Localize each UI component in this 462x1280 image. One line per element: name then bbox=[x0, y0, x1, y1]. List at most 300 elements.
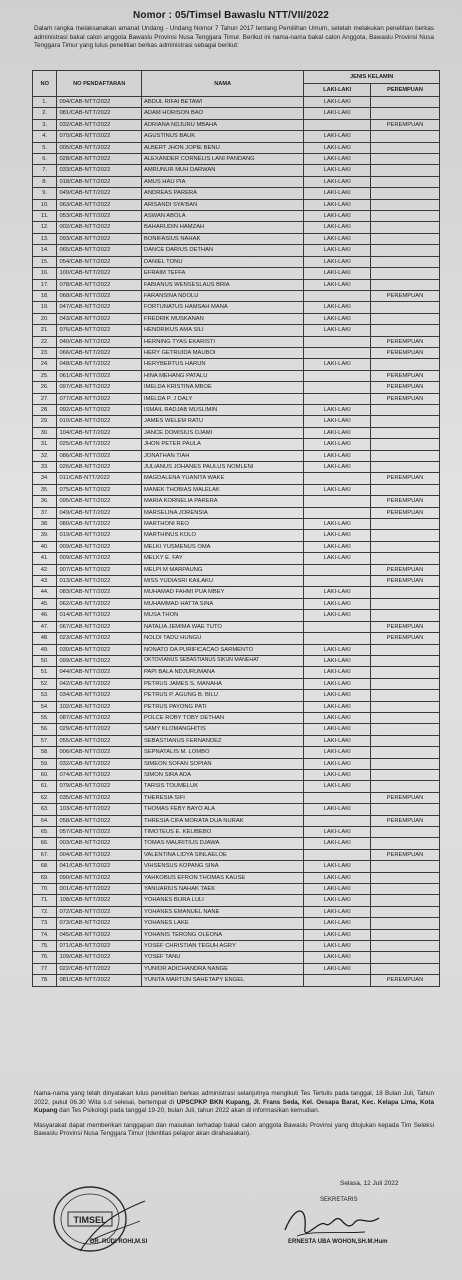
gender-male-cell bbox=[304, 815, 371, 826]
registration-number: 072/CAB-NTT/2022 bbox=[57, 906, 142, 917]
gender-female-cell bbox=[371, 712, 440, 723]
candidate-name: MELKI YUSMENUS OMA bbox=[141, 541, 303, 552]
table-row bbox=[33, 450, 440, 461]
row-number: 25. bbox=[33, 370, 57, 381]
row-number: 11. bbox=[33, 211, 57, 222]
gender-female-cell bbox=[371, 906, 440, 917]
table-row bbox=[33, 872, 440, 883]
gender-male-cell: LAKI-LAKI bbox=[304, 884, 371, 895]
gender-female-cell bbox=[371, 610, 440, 621]
row-number: 43. bbox=[33, 576, 57, 587]
candidate-name: MELKY E. FAY bbox=[141, 553, 303, 564]
candidate-name: ALEXANDER CORNELIS LANI PANDANG bbox=[141, 154, 303, 165]
candidate-name: VIHSENSUS KOPANG SINA bbox=[141, 861, 303, 872]
gender-male-cell: LAKI-LAKI bbox=[304, 530, 371, 541]
candidate-name: MARTHINUS KOLO bbox=[141, 530, 303, 541]
gender-female-cell bbox=[371, 747, 440, 758]
gender-male-cell: LAKI-LAKI bbox=[304, 906, 371, 917]
candidate-name: MAGDALENA YUANITA WAKE bbox=[141, 473, 303, 484]
chairman-name: DR. RUDI ROHI,M.SI bbox=[90, 1239, 148, 1245]
candidate-name: ISMAIL RADJAB MUSLIMIN bbox=[141, 404, 303, 415]
gender-male-cell: LAKI-LAKI bbox=[304, 610, 371, 621]
candidate-name: SIMEON SOFAN SOPIAN bbox=[141, 758, 303, 769]
candidate-name: HENDRIKUS AMA SILI bbox=[141, 325, 303, 336]
registration-number: 023/CAB-NTT/2022 bbox=[57, 633, 142, 644]
registration-number: 004/CAB-NTT/2022 bbox=[57, 849, 142, 860]
gender-male-cell: LAKI-LAKI bbox=[304, 895, 371, 906]
gender-male-cell bbox=[304, 633, 371, 644]
gender-male-cell: LAKI-LAKI bbox=[304, 861, 371, 872]
registration-number: 094/CAB-NTT/2022 bbox=[57, 97, 142, 108]
row-number: 57. bbox=[33, 735, 57, 746]
gender-female-cell: PEREMPUAN bbox=[371, 507, 440, 518]
registration-number: 102/CAB-NTT/2022 bbox=[57, 701, 142, 712]
gender-male-cell: LAKI-LAKI bbox=[304, 416, 371, 427]
table-row bbox=[33, 370, 440, 381]
gender-male-cell: LAKI-LAKI bbox=[304, 211, 371, 222]
table-row bbox=[33, 268, 440, 279]
row-number: 47. bbox=[33, 621, 57, 632]
registration-number: 073/CAB-NTT/2022 bbox=[57, 918, 142, 929]
row-number: 42. bbox=[33, 564, 57, 575]
registration-number: 086/CAB-NTT/2022 bbox=[57, 450, 142, 461]
table-row bbox=[33, 427, 440, 438]
gender-male-cell: LAKI-LAKI bbox=[304, 769, 371, 780]
gender-female-cell bbox=[371, 838, 440, 849]
row-number: 32. bbox=[33, 450, 57, 461]
table-row bbox=[33, 827, 440, 838]
row-number: 61. bbox=[33, 781, 57, 792]
row-number: 71. bbox=[33, 895, 57, 906]
gender-female-cell: PEREMPUAN bbox=[371, 347, 440, 358]
gender-female-cell bbox=[371, 222, 440, 233]
candidate-table bbox=[32, 70, 440, 987]
row-number: 16. bbox=[33, 268, 57, 279]
candidate-name: SIMON SIRA ADA bbox=[141, 769, 303, 780]
row-number: 39. bbox=[33, 530, 57, 541]
candidate-name: JAMES WELEM RATU bbox=[141, 416, 303, 427]
candidate-name: BONIFASIUS NAHAK bbox=[141, 233, 303, 244]
gender-male-cell: LAKI-LAKI bbox=[304, 747, 371, 758]
registration-number: 048/CAB-NTT/2022 bbox=[57, 359, 142, 370]
registration-number: 042/CAB-NTT/2022 bbox=[57, 678, 142, 689]
candidate-name: HERNING TYAS EKARISTI bbox=[141, 336, 303, 347]
gender-female-cell bbox=[371, 199, 440, 210]
candidate-name: HERY GETRUIDA MAUBOI bbox=[141, 347, 303, 358]
gender-female-cell bbox=[371, 325, 440, 336]
gender-male-cell: LAKI-LAKI bbox=[304, 541, 371, 552]
row-number: 18. bbox=[33, 290, 57, 301]
table-row bbox=[33, 416, 440, 427]
gender-female-cell bbox=[371, 176, 440, 187]
candidate-name: EFRAIM TEFFA bbox=[141, 268, 303, 279]
row-number: 35. bbox=[33, 484, 57, 495]
table-row bbox=[33, 576, 440, 587]
table-row bbox=[33, 507, 440, 518]
registration-number: 081/CAB-NTT/2022 bbox=[57, 975, 142, 986]
table-row bbox=[33, 769, 440, 780]
row-number: 5. bbox=[33, 142, 57, 153]
table-row bbox=[33, 347, 440, 358]
header-gender: JENIS KELAMIN bbox=[304, 71, 440, 84]
gender-female-cell bbox=[371, 359, 440, 370]
gender-male-cell bbox=[304, 576, 371, 587]
candidate-name: DANCE DARIUS DETHAN bbox=[141, 245, 303, 256]
gender-male-cell: LAKI-LAKI bbox=[304, 667, 371, 678]
candidate-name: YAHKOBUS EFRON THOMAS KAUSE bbox=[141, 872, 303, 883]
row-number: 66. bbox=[33, 838, 57, 849]
row-number: 28. bbox=[33, 404, 57, 415]
gender-female-cell bbox=[371, 427, 440, 438]
gender-male-cell: LAKI-LAKI bbox=[304, 827, 371, 838]
registration-number: 011/CAB-NTT/2022 bbox=[57, 473, 142, 484]
gender-male-cell bbox=[304, 336, 371, 347]
footer-text bbox=[34, 1090, 434, 1145]
gender-female-cell bbox=[371, 233, 440, 244]
table-row bbox=[33, 906, 440, 917]
candidate-name: AMUS HAU PIA bbox=[141, 176, 303, 187]
gender-male-cell: LAKI-LAKI bbox=[304, 142, 371, 153]
gender-female-cell bbox=[371, 268, 440, 279]
gender-female-cell bbox=[371, 667, 440, 678]
registration-number: 044/CAB-NTT/2022 bbox=[57, 667, 142, 678]
table-body bbox=[33, 97, 440, 987]
registration-number: 095/CAB-NTT/2022 bbox=[57, 496, 142, 507]
registration-number: 062/CAB-NTT/2022 bbox=[57, 598, 142, 609]
table-row bbox=[33, 564, 440, 575]
row-number: 69. bbox=[33, 872, 57, 883]
gender-female-cell bbox=[371, 519, 440, 530]
gender-female-cell bbox=[371, 655, 440, 666]
row-number: 50. bbox=[33, 655, 57, 666]
candidate-name: PAPI BALA NDJURUMANA bbox=[141, 667, 303, 678]
table-row bbox=[33, 792, 440, 803]
gender-female-cell bbox=[371, 827, 440, 838]
gender-female-cell bbox=[371, 781, 440, 792]
row-number: 12. bbox=[33, 222, 57, 233]
gender-male-cell bbox=[304, 507, 371, 518]
schedule-text: Nama-nama yang telah dinyatakan lulus penelitian berkas administrasi selanjutnya mengikuti Tes Tertulis pada tanggal, 18 Bulan Juli, Tahun 2022, pukul 06.30 Wita s.d selesai, bertempat di bbox=[34, 1090, 434, 1106]
table-row bbox=[33, 553, 440, 564]
gender-male-cell: LAKI-LAKI bbox=[304, 690, 371, 701]
candidate-name: FORTUNATUS HAMSAH MANA bbox=[141, 302, 303, 313]
row-number: 10. bbox=[33, 199, 57, 210]
table-row bbox=[33, 633, 440, 644]
table-row bbox=[33, 233, 440, 244]
gender-male-cell: LAKI-LAKI bbox=[304, 325, 371, 336]
header-male: LAKI-LAKI bbox=[304, 84, 371, 97]
row-number: 8. bbox=[33, 176, 57, 187]
candidate-name: SAMY KLOMANGHITIS bbox=[141, 724, 303, 735]
candidate-name: MARSELINA JORENSIA bbox=[141, 507, 303, 518]
gender-female-cell bbox=[371, 929, 440, 940]
schedule-text-end: dan Tes Psikologi pada tanggal 19-20, bulan Juli, tahun 2022 akan di informasikan kemudian. bbox=[57, 1107, 320, 1115]
candidate-name: SEBASTIANUS FERNANDEZ bbox=[141, 735, 303, 746]
candidate-name: FARANSINA NDOLU bbox=[141, 290, 303, 301]
table-row bbox=[33, 473, 440, 484]
gender-female-cell: PEREMPUAN bbox=[371, 975, 440, 986]
gender-female-cell bbox=[371, 758, 440, 769]
registration-number: 103/CAB-NTT/2022 bbox=[57, 804, 142, 815]
table-row bbox=[33, 439, 440, 450]
gender-female-cell bbox=[371, 245, 440, 256]
row-number: 36. bbox=[33, 496, 57, 507]
row-number: 1. bbox=[33, 97, 57, 108]
candidate-name: TIMOTEUS E. KELIBEBO bbox=[141, 827, 303, 838]
row-number: 40. bbox=[33, 541, 57, 552]
gender-female-cell bbox=[371, 553, 440, 564]
table-row bbox=[33, 154, 440, 165]
row-number: 62. bbox=[33, 792, 57, 803]
candidate-name: YUNITA MARTIJN SAHETAPY ENGEL bbox=[141, 975, 303, 986]
document-title: Nomor : 05/Timsel Bawaslu NTT/VII/2022 bbox=[133, 10, 329, 21]
candidate-name: DANIEL TONU bbox=[141, 256, 303, 267]
registration-number: 002/CAB-NTT/2022 bbox=[57, 222, 142, 233]
gender-male-cell bbox=[304, 975, 371, 986]
registration-number: 033/CAB-NTT/2022 bbox=[57, 165, 142, 176]
gender-male-cell: LAKI-LAKI bbox=[304, 176, 371, 187]
registration-number: 063/CAB-NTT/2022 bbox=[57, 199, 142, 210]
header-female: PEREMPUAN bbox=[371, 84, 440, 97]
candidate-name: PETRUS P. AGUNG B. BILU bbox=[141, 690, 303, 701]
row-number: 19. bbox=[33, 302, 57, 313]
gender-female-cell bbox=[371, 313, 440, 324]
registration-number: 028/CAB-NTT/2022 bbox=[57, 154, 142, 165]
row-number: 59. bbox=[33, 758, 57, 769]
registration-number: 093/CAB-NTT/2022 bbox=[57, 233, 142, 244]
table-row bbox=[33, 484, 440, 495]
candidate-name: VALENTINA LIDYA SINLAELOE bbox=[141, 849, 303, 860]
candidate-name: ARISANDI SYA'BAN bbox=[141, 199, 303, 210]
candidate-name: MUHAMMAD HATTA SINA bbox=[141, 598, 303, 609]
gender-female-cell bbox=[371, 963, 440, 974]
gender-male-cell: LAKI-LAKI bbox=[304, 701, 371, 712]
gender-male-cell: LAKI-LAKI bbox=[304, 188, 371, 199]
table-row bbox=[33, 758, 440, 769]
registration-number: 087/CAB-NTT/2022 bbox=[57, 712, 142, 723]
gender-male-cell: LAKI-LAKI bbox=[304, 838, 371, 849]
gender-female-cell: PEREMPUAN bbox=[371, 564, 440, 575]
candidate-name: HERYBERTUS HARUN bbox=[141, 359, 303, 370]
gender-female-cell: PEREMPUAN bbox=[371, 393, 440, 404]
candidate-name: MUSA THON bbox=[141, 610, 303, 621]
table-row bbox=[33, 621, 440, 632]
candidate-name: AMRUNUR MUH DARWAN bbox=[141, 165, 303, 176]
table-row bbox=[33, 701, 440, 712]
gender-female-cell bbox=[371, 484, 440, 495]
signing-date: Selasa, 12 Juli 2022 bbox=[340, 1180, 399, 1187]
registration-number: 040/CAB-NTT/2022 bbox=[57, 336, 142, 347]
table-row bbox=[33, 690, 440, 701]
gender-male-cell bbox=[304, 290, 371, 301]
candidate-name: ADAM HORISON BAO bbox=[141, 108, 303, 119]
table-row bbox=[33, 735, 440, 746]
registration-number: 092/CAB-NTT/2022 bbox=[57, 404, 142, 415]
registration-number: 066/CAB-NTT/2022 bbox=[57, 347, 142, 358]
gender-male-cell: LAKI-LAKI bbox=[304, 268, 371, 279]
table-row bbox=[33, 724, 440, 735]
row-number: 76. bbox=[33, 952, 57, 963]
registration-number: 100/CAB-NTT/2022 bbox=[57, 268, 142, 279]
row-number: 56. bbox=[33, 724, 57, 735]
gender-female-cell bbox=[371, 587, 440, 598]
header-no: NO bbox=[33, 71, 57, 97]
table-row bbox=[33, 747, 440, 758]
candidate-name: YOHANES EMANUEL NANE bbox=[141, 906, 303, 917]
registration-number: 007/CAB-NTT/2022 bbox=[57, 564, 142, 575]
gender-female-cell bbox=[371, 302, 440, 313]
gender-female-cell bbox=[371, 541, 440, 552]
registration-number: 047/CAB-NTT/2022 bbox=[57, 302, 142, 313]
gender-female-cell: PEREMPUAN bbox=[371, 336, 440, 347]
candidate-name: YUNIOR ADICHANDRA NANGE bbox=[141, 963, 303, 974]
gender-male-cell: LAKI-LAKI bbox=[304, 313, 371, 324]
gender-female-cell bbox=[371, 918, 440, 929]
registration-number: 019/CAB-NTT/2022 bbox=[57, 530, 142, 541]
registration-number: 009/CAB-NTT/2022 bbox=[57, 553, 142, 564]
table-row bbox=[33, 655, 440, 666]
gender-female-cell bbox=[371, 724, 440, 735]
row-number: 2. bbox=[33, 108, 57, 119]
gender-male-cell bbox=[304, 564, 371, 575]
gender-female-cell: PEREMPUAN bbox=[371, 370, 440, 381]
row-number: 58. bbox=[33, 747, 57, 758]
row-number: 37. bbox=[33, 507, 57, 518]
gender-male-cell: LAKI-LAKI bbox=[304, 758, 371, 769]
row-number: 65. bbox=[33, 827, 57, 838]
gender-male-cell: LAKI-LAKI bbox=[304, 484, 371, 495]
candidate-name: JHON PETER PAULA bbox=[141, 439, 303, 450]
registration-number: 067/CAB-NTT/2022 bbox=[57, 621, 142, 632]
table-row bbox=[33, 313, 440, 324]
candidate-name: JULIANUS JOHANES PAULUS NOMLENI bbox=[141, 462, 303, 473]
gender-male-cell: LAKI-LAKI bbox=[304, 804, 371, 815]
row-number: 54. bbox=[33, 701, 57, 712]
registration-number: 032/CAB-NTT/2022 bbox=[57, 119, 142, 130]
registration-number: 104/CAB-NTT/2022 bbox=[57, 427, 142, 438]
gender-female-cell bbox=[371, 439, 440, 450]
row-number: 20. bbox=[33, 313, 57, 324]
gender-female-cell bbox=[371, 450, 440, 461]
gender-male-cell: LAKI-LAKI bbox=[304, 598, 371, 609]
row-number: 78. bbox=[33, 975, 57, 986]
table-row bbox=[33, 861, 440, 872]
row-number: 60. bbox=[33, 769, 57, 780]
registration-number: 075/CAB-NTT/2022 bbox=[57, 484, 142, 495]
gender-male-cell: LAKI-LAKI bbox=[304, 404, 371, 415]
registration-number: 097/CAB-NTT/2022 bbox=[57, 382, 142, 393]
registration-number: 058/CAB-NTT/2022 bbox=[57, 815, 142, 826]
row-number: 17. bbox=[33, 279, 57, 290]
candidate-name: IMELDA P. J DALY bbox=[141, 393, 303, 404]
gender-female-cell bbox=[371, 97, 440, 108]
registration-number: 045/CAB-NTT/2022 bbox=[57, 929, 142, 940]
gender-female-cell bbox=[371, 884, 440, 895]
gender-female-cell: PEREMPUAN bbox=[371, 633, 440, 644]
footer-paragraph-feedback: Masyarakat dapat memberikan tanggapan dan masukan terhadap bakal calon anggota Bawaslu Provinsi yang ditujukan kepada Tim Seleksi Bawaslu Provinsi Nusa Tenggara Timur (Identitas pelapor akan dirahasiakan). bbox=[34, 1121, 434, 1138]
table-row bbox=[33, 290, 440, 301]
registration-number: 006/CAB-NTT/2022 bbox=[57, 747, 142, 758]
registration-number: 099/CAB-NTT/2022 bbox=[57, 655, 142, 666]
gender-female-cell bbox=[371, 256, 440, 267]
registration-number: 074/CAB-NTT/2022 bbox=[57, 769, 142, 780]
table-row bbox=[33, 336, 440, 347]
registration-number: 003/CAB-NTT/2022 bbox=[57, 838, 142, 849]
row-number: 51. bbox=[33, 667, 57, 678]
candidate-name: ABDUL RIFAI BETAWI bbox=[141, 97, 303, 108]
gender-male-cell: LAKI-LAKI bbox=[304, 587, 371, 598]
registration-number: 079/CAB-NTT/2022 bbox=[57, 781, 142, 792]
row-number: 30. bbox=[33, 427, 57, 438]
candidate-name: MUHAMAD FAHMI PUA MBEY bbox=[141, 587, 303, 598]
row-number: 4. bbox=[33, 131, 57, 142]
candidate-name: MANEK THOBIAS MALELAK bbox=[141, 484, 303, 495]
gender-male-cell bbox=[304, 621, 371, 632]
row-number: 55. bbox=[33, 712, 57, 723]
gender-male-cell: LAKI-LAKI bbox=[304, 735, 371, 746]
gender-male-cell: LAKI-LAKI bbox=[304, 724, 371, 735]
gender-male-cell: LAKI-LAKI bbox=[304, 553, 371, 564]
row-number: 23. bbox=[33, 347, 57, 358]
row-number: 34. bbox=[33, 473, 57, 484]
gender-male-cell: LAKI-LAKI bbox=[304, 302, 371, 313]
row-number: 29. bbox=[33, 416, 57, 427]
registration-number: 034/CAB-NTT/2022 bbox=[57, 690, 142, 701]
table-row bbox=[33, 382, 440, 393]
registration-number: 029/CAB-NTT/2022 bbox=[57, 724, 142, 735]
registration-number: 049/CAB-NTT/2022 bbox=[57, 188, 142, 199]
candidate-name: IMELDA KRISTINA MBOE bbox=[141, 382, 303, 393]
gender-male-cell: LAKI-LAKI bbox=[304, 245, 371, 256]
gender-female-cell bbox=[371, 895, 440, 906]
table-row bbox=[33, 598, 440, 609]
registration-number: 005/CAB-NTT/2022 bbox=[57, 142, 142, 153]
row-number: 70. bbox=[33, 884, 57, 895]
table-row bbox=[33, 712, 440, 723]
registration-number: 013/CAB-NTT/2022 bbox=[57, 576, 142, 587]
table-row bbox=[33, 610, 440, 621]
table-row bbox=[33, 975, 440, 986]
candidate-name: TOMAS MAURITIUS DJAWA bbox=[141, 838, 303, 849]
header-registration: NO PENDAFTARAN bbox=[57, 71, 142, 97]
candidate-name: JANCE DOMISIUS DJAMI bbox=[141, 427, 303, 438]
gender-male-cell: LAKI-LAKI bbox=[304, 462, 371, 473]
candidate-name: JONATHAN TIAH bbox=[141, 450, 303, 461]
candidate-name: TARSIS TOUMELUK bbox=[141, 781, 303, 792]
candidate-name: HINA MEHANG PATALU bbox=[141, 370, 303, 381]
gender-male-cell bbox=[304, 119, 371, 130]
row-number: 3. bbox=[33, 119, 57, 130]
table-row bbox=[33, 462, 440, 473]
candidate-name: YOSEF CHRISTIAN TEGUH AGRY bbox=[141, 941, 303, 952]
registration-number: 055/CAB-NTT/2022 bbox=[57, 735, 142, 746]
gender-female-cell bbox=[371, 804, 440, 815]
table-row bbox=[33, 302, 440, 313]
registration-number: 076/CAB-NTT/2022 bbox=[57, 325, 142, 336]
gender-female-cell: PEREMPUAN bbox=[371, 473, 440, 484]
candidate-name: THOMAS FEBY BAYO ALA bbox=[141, 804, 303, 815]
gender-male-cell bbox=[304, 347, 371, 358]
row-number: 24. bbox=[33, 359, 57, 370]
table-row bbox=[33, 667, 440, 678]
registration-number: 090/CAB-NTT/2022 bbox=[57, 872, 142, 883]
row-number: 6. bbox=[33, 154, 57, 165]
secretary-name: ERNESTA UBA WOHON,SH.M.Hum bbox=[288, 1239, 388, 1245]
candidate-name: YOHANIS TERONG OLEONA bbox=[141, 929, 303, 940]
gender-male-cell: LAKI-LAKI bbox=[304, 952, 371, 963]
row-number: 52. bbox=[33, 678, 57, 689]
row-number: 21. bbox=[33, 325, 57, 336]
